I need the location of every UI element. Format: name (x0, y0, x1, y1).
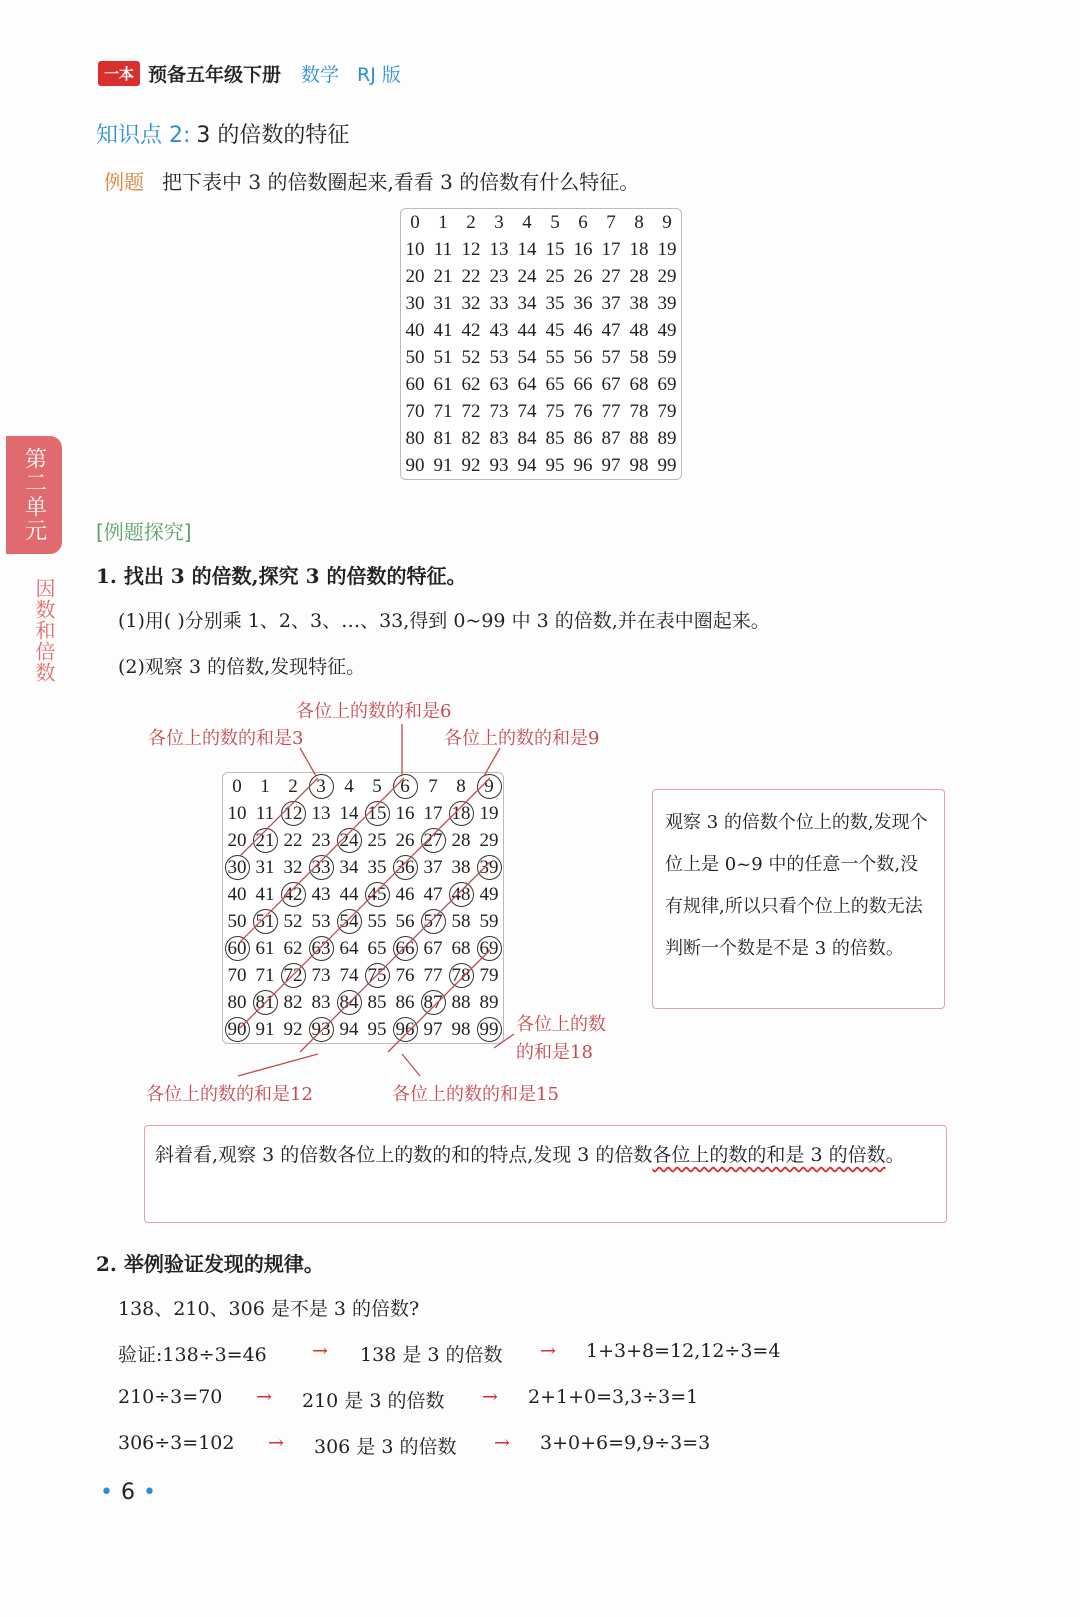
grid-number: 86 (395, 991, 415, 1013)
circled-multiple-of-3: 99 (477, 1017, 502, 1042)
grid-number: 85 (545, 427, 565, 449)
grid-number: 29 (657, 265, 677, 287)
grid-number: 52 (283, 910, 303, 932)
circled-multiple-of-3: 24 (337, 828, 362, 853)
arrow-sum-18 (494, 1034, 514, 1048)
grid-number: 76 (573, 400, 593, 422)
grid-number: 33 (489, 292, 509, 314)
grid-number: 1 (438, 211, 448, 233)
grid-number: 46 (573, 319, 593, 341)
grid-number: 2 (288, 775, 298, 797)
circled-multiple-of-3: 93 (309, 1017, 334, 1042)
grid-number: 64 (517, 373, 537, 395)
grid-number: 8 (456, 775, 466, 797)
grid-number: 98 (629, 454, 649, 476)
grid-number: 85 (367, 991, 387, 1013)
grid-number: 76 (395, 964, 415, 986)
grid-number: 5 (550, 211, 560, 233)
grid-number: 4 (344, 775, 354, 797)
grid-number: 27 (601, 265, 621, 287)
grid-number: 62 (283, 937, 303, 959)
grid-number: 55 (367, 910, 387, 932)
grid-number: 49 (479, 883, 499, 905)
grid-number: 71 (433, 400, 453, 422)
verify-row-1-calc: 验证:138÷3=46 (118, 1344, 267, 1366)
grid-number: 65 (545, 373, 565, 395)
grid-number: 14 (517, 238, 537, 260)
circled-multiple-of-3: 21 (253, 828, 278, 853)
grid-number: 25 (545, 265, 565, 287)
circled-multiple-of-3: 30 (225, 855, 250, 880)
grid-number: 26 (395, 829, 415, 851)
grid-number: 96 (573, 454, 593, 476)
grid-number: 37 (423, 856, 443, 878)
grid-number: 92 (461, 454, 481, 476)
diag-line-3 (240, 775, 318, 856)
grid-number: 43 (489, 319, 509, 341)
grid-number: 44 (517, 319, 537, 341)
grid-number: 77 (423, 964, 443, 986)
grid-number: 66 (573, 373, 593, 395)
grid-number: 38 (451, 856, 471, 878)
circled-multiple-of-3: 45 (365, 882, 390, 907)
arrow-sum-3 (300, 748, 316, 776)
arrow-icon: → (494, 1432, 510, 1454)
circled-multiple-of-3: 6 (393, 774, 418, 799)
grid-number: 13 (311, 802, 331, 824)
grid-number: 73 (489, 400, 509, 422)
grid-number: 69 (657, 373, 677, 395)
circled-multiple-of-3: 90 (225, 1017, 250, 1042)
grid-number: 20 (227, 829, 247, 851)
question-1-part-2: (2)观察 3 的倍数,发现特征。 (118, 656, 366, 678)
arrow-icon: → (540, 1340, 556, 1362)
grid-number: 35 (545, 292, 565, 314)
grid-number: 82 (461, 427, 481, 449)
grid-number: 53 (311, 910, 331, 932)
grid-number: 88 (451, 991, 471, 1013)
circled-multiple-of-3: 42 (281, 882, 306, 907)
circled-multiple-of-3: 9 (477, 774, 502, 799)
grid-number: 56 (395, 910, 415, 932)
grid-number: 14 (339, 802, 359, 824)
circled-multiple-of-3: 81 (253, 990, 278, 1015)
grid-number: 61 (255, 937, 275, 959)
circled-multiple-of-3: 84 (337, 990, 362, 1015)
annotation-sum-15: 各位上的数的和是15 (392, 1084, 559, 1105)
arrow-icon: → (482, 1386, 498, 1408)
grid-number: 50 (227, 910, 247, 932)
verify-row-3-result: 306 是 3 的倍数 (314, 1436, 457, 1458)
verify-row-1-result: 138 是 3 的倍数 (360, 1344, 503, 1366)
grid-number: 28 (629, 265, 649, 287)
grid-number: 71 (255, 964, 275, 986)
grid-number: 32 (461, 292, 481, 314)
circled-multiple-of-3: 27 (421, 828, 446, 853)
grid-number: 68 (451, 937, 471, 959)
circled-multiple-of-3: 54 (337, 909, 362, 934)
circled-multiple-of-3: 12 (281, 801, 306, 826)
grid-number: 65 (367, 937, 387, 959)
grid-number: 98 (451, 1018, 471, 1040)
circled-multiple-of-3: 57 (421, 909, 446, 934)
circled-multiple-of-3: 75 (365, 963, 390, 988)
grid-number: 52 (461, 346, 481, 368)
grid-number: 80 (227, 991, 247, 1013)
grid-number: 73 (311, 964, 331, 986)
grid-number: 70 (227, 964, 247, 986)
grid-number: 17 (601, 238, 621, 260)
grid-number: 17 (423, 802, 443, 824)
verify-row-2-result: 210 是 3 的倍数 (302, 1390, 445, 1412)
grid-number: 99 (657, 454, 677, 476)
circled-multiple-of-3: 72 (281, 963, 306, 988)
grid-number: 19 (479, 802, 499, 824)
grid-number: 92 (283, 1018, 303, 1040)
grid-number: 79 (479, 964, 499, 986)
observation-note-box: 观察 3 的倍数个位上的数,发现个位上是 0~9 中的任意一个数,没有规律,所以只看个位上的数无法判断一个数是不是 3 的倍数。 (652, 789, 945, 1009)
conclusion-emphasis: 各位上的数的和是 3 的倍数 (652, 1144, 886, 1166)
grid-number: 1 (260, 775, 270, 797)
arrow-sum-12 (238, 1054, 318, 1076)
grid-number: 55 (545, 346, 565, 368)
grid-number: 81 (433, 427, 453, 449)
grid-number: 13 (489, 238, 509, 260)
grid-number: 40 (227, 883, 247, 905)
grid-number: 16 (573, 238, 593, 260)
annotation-sum-12: 各位上的数的和是12 (146, 1084, 313, 1105)
annotation-sum-3: 各位上的数的和是3 (148, 728, 304, 749)
grid-number: 95 (545, 454, 565, 476)
example-text: 把下表中 3 的倍数圈起来,看看 3 的倍数有什么特征。 (162, 170, 640, 194)
circled-multiple-of-3: 66 (393, 936, 418, 961)
grid-number: 0 (232, 775, 242, 797)
grid-number: 94 (517, 454, 537, 476)
grid-number: 3 (494, 211, 504, 233)
explore-label: [例题探究] (96, 520, 192, 544)
grid-number: 97 (601, 454, 621, 476)
grid-number: 60 (405, 373, 425, 395)
arrow-sum-15 (402, 1054, 420, 1076)
grid-number: 74 (517, 400, 537, 422)
circled-multiple-of-3: 33 (309, 855, 334, 880)
edition-label: RJ 版 (357, 64, 401, 86)
circled-multiple-of-3: 18 (449, 801, 474, 826)
dot-icon: • (142, 1480, 156, 1505)
grid-number: 15 (545, 238, 565, 260)
annotation-sum-6: 各位上的数的和是6 (296, 701, 452, 722)
subject-label: 数学 (301, 64, 340, 86)
circled-multiple-of-3: 63 (309, 936, 334, 961)
grid-number: 49 (657, 319, 677, 341)
grid-number: 7 (428, 775, 438, 797)
verify-row-3-sum: 3+0+6=9,9÷3=3 (540, 1432, 711, 1454)
grid-number: 94 (339, 1018, 359, 1040)
example-label: 例题 (104, 170, 144, 194)
annotation-sum-18-line2: 的和是18 (516, 1042, 593, 1063)
grid-number: 43 (311, 883, 331, 905)
grid-number: 22 (461, 265, 481, 287)
grid-number: 36 (573, 292, 593, 314)
circled-multiple-of-3: 96 (393, 1017, 418, 1042)
page-number-text: 6 (120, 1480, 135, 1505)
grid-number: 88 (629, 427, 649, 449)
grid-number: 82 (283, 991, 303, 1013)
grid-number: 19 (657, 238, 677, 260)
grid-number: 63 (489, 373, 509, 395)
grid-number: 59 (657, 346, 677, 368)
grid-number: 42 (461, 319, 481, 341)
grid-number: 8 (634, 211, 644, 233)
circled-multiple-of-3: 60 (225, 936, 250, 961)
verify-row-2-sum: 2+1+0=3,3÷3=1 (528, 1386, 699, 1408)
unit-side-tab: 第二单元 (6, 436, 62, 554)
grid-number: 39 (657, 292, 677, 314)
diag-line-15 (388, 950, 490, 1052)
grid-number: 86 (573, 427, 593, 449)
page-number (92, 1480, 164, 1505)
grid-number: 35 (367, 856, 387, 878)
knowledge-point-label: 知识点 2: (96, 123, 191, 148)
grid-number: 34 (517, 292, 537, 314)
grid-number: 5 (372, 775, 382, 797)
question-1-part-1: (1)用( )分别乘 1、2、3、…、33,得到 0~99 中 3 的倍数,并在表中圈起来。 (118, 610, 770, 632)
grid-number: 54 (517, 346, 537, 368)
grid-number: 47 (601, 319, 621, 341)
circled-multiple-of-3: 48 (449, 882, 474, 907)
grid-number: 23 (311, 829, 331, 851)
arrow-sum-9 (484, 748, 500, 776)
circled-multiple-of-3: 39 (477, 855, 502, 880)
circled-multiple-of-3: 15 (365, 801, 390, 826)
grid-number: 16 (395, 802, 415, 824)
grid-number: 22 (283, 829, 303, 851)
grid-number: 11 (433, 238, 453, 260)
grid-number: 87 (601, 427, 621, 449)
grid-number: 91 (255, 1018, 275, 1040)
brand-logo: 一本 (98, 61, 140, 86)
grid-number: 58 (629, 346, 649, 368)
grid-number: 25 (367, 829, 387, 851)
grid-number: 12 (461, 238, 481, 260)
circled-multiple-of-3: 51 (253, 909, 278, 934)
circled-multiple-of-3: 69 (477, 936, 502, 961)
grid-number: 23 (489, 265, 509, 287)
grid-number: 91 (433, 454, 453, 476)
conclusion-text: 斜着看,观察 3 的倍数各位上的数的和的特点,发现 3 的倍数 (155, 1144, 653, 1166)
grid-number: 30 (405, 292, 425, 314)
grid-number: 10 (405, 238, 425, 260)
verify-row-3-calc: 306÷3=102 (118, 1432, 235, 1454)
grid-number: 38 (629, 292, 649, 314)
grid-number: 6 (578, 211, 588, 233)
grid-number: 28 (451, 829, 471, 851)
grid-number: 31 (433, 292, 453, 314)
arrow-icon: → (256, 1386, 272, 1408)
grid-number: 89 (657, 427, 677, 449)
grid-number: 83 (489, 427, 509, 449)
conclusion-end: 。 (885, 1144, 905, 1166)
grid-number: 77 (601, 400, 621, 422)
grid-number: 78 (629, 400, 649, 422)
grid-number: 0 (410, 211, 420, 233)
grid-number: 90 (405, 454, 425, 476)
grid-number: 18 (629, 238, 649, 260)
grid-number: 10 (227, 802, 247, 824)
grid-number: 20 (405, 265, 425, 287)
grid-number: 34 (339, 856, 359, 878)
grid-number: 41 (255, 883, 275, 905)
grid-number: 11 (255, 802, 275, 824)
grid-number: 4 (522, 211, 532, 233)
grid-number: 9 (662, 211, 672, 233)
grid-number: 44 (339, 883, 359, 905)
question-2-title: 2. 举例验证发现的规律。 (96, 1252, 324, 1276)
grid-number: 51 (433, 346, 453, 368)
grid-number: 57 (601, 346, 621, 368)
grid-number: 40 (405, 319, 425, 341)
grid-number: 50 (405, 346, 425, 368)
grid-number: 79 (657, 400, 677, 422)
grid-number: 70 (405, 400, 425, 422)
grid-number: 45 (545, 319, 565, 341)
grid-number: 95 (367, 1018, 387, 1040)
grid-number: 97 (423, 1018, 443, 1040)
book-title: 预备五年级下册 (148, 64, 282, 86)
grid-number: 32 (283, 856, 303, 878)
grid-number: 89 (479, 991, 499, 1013)
dot-icon: • (100, 1480, 113, 1505)
grid-number: 84 (517, 427, 537, 449)
grid-number: 74 (339, 964, 359, 986)
conclusion-box (144, 1125, 947, 1223)
grid-number: 56 (573, 346, 593, 368)
grid-number: 64 (339, 937, 359, 959)
grid-number: 47 (423, 883, 443, 905)
grid-number: 31 (255, 856, 275, 878)
grid-number: 7 (606, 211, 616, 233)
grid-number: 80 (405, 427, 425, 449)
grid-number: 75 (545, 400, 565, 422)
grid-number: 29 (479, 829, 499, 851)
verify-row-1-sum: 1+3+8=12,12÷3=4 (586, 1340, 781, 1362)
grid-number: 58 (451, 910, 471, 932)
grid-number: 67 (601, 373, 621, 395)
annotation-sum-18-line1: 各位上的数 (516, 1014, 606, 1035)
grid-number: 21 (433, 265, 453, 287)
knowledge-point-title: 3 的倍数的特征 (196, 123, 350, 148)
grid-number: 37 (601, 292, 621, 314)
question-2-prompt: 138、210、306 是不是 3 的倍数? (118, 1298, 420, 1320)
grid-number: 59 (479, 910, 499, 932)
grid-number: 41 (433, 319, 453, 341)
grid-number: 26 (573, 265, 593, 287)
annotation-sum-9: 各位上的数的和是9 (444, 728, 600, 749)
diag-line-12 (300, 862, 490, 1052)
arrow-icon: → (312, 1340, 328, 1362)
grid-number: 24 (517, 265, 537, 287)
grid-number: 68 (629, 373, 649, 395)
diag-line-9 (240, 775, 490, 1028)
grid-number: 61 (433, 373, 453, 395)
grid-number: 46 (395, 883, 415, 905)
grid-number: 2 (466, 211, 476, 233)
circled-multiple-of-3: 78 (449, 963, 474, 988)
diag-line-6 (240, 775, 404, 942)
grid-number: 53 (489, 346, 509, 368)
circled-multiple-of-3: 36 (393, 855, 418, 880)
grid-number: 72 (461, 400, 481, 422)
topic-side-label: 因数和倍数 (32, 578, 56, 683)
grid-number: 83 (311, 991, 331, 1013)
verify-row-2-calc: 210÷3=70 (118, 1386, 223, 1408)
grid-number: 62 (461, 373, 481, 395)
question-1-title: 1. 找出 3 的倍数,探究 3 的倍数的特征。 (96, 564, 467, 588)
grid-number: 93 (489, 454, 509, 476)
circled-multiple-of-3: 3 (309, 774, 334, 799)
grid-number: 67 (423, 937, 443, 959)
arrow-icon: → (268, 1432, 284, 1454)
circled-multiple-of-3: 87 (421, 990, 446, 1015)
grid-number: 48 (629, 319, 649, 341)
